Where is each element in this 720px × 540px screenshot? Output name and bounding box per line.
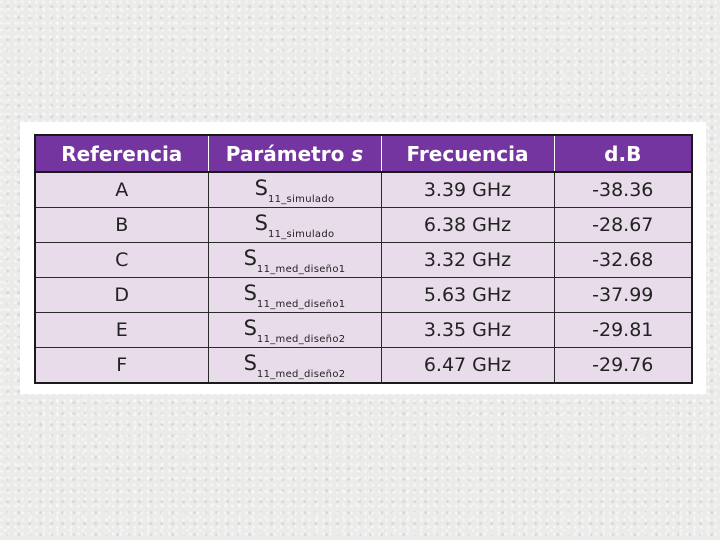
cell-db: -38.36 <box>554 172 692 208</box>
param-base: S <box>243 315 257 340</box>
param-subscript: 11_simulado <box>267 193 335 205</box>
param-subscript: 11_med_diseño1 <box>256 263 346 275</box>
cell-referencia: F <box>35 348 208 384</box>
cell-referencia: A <box>35 172 208 208</box>
cell-frecuencia: 6.47 GHz <box>381 348 554 384</box>
cell-referencia: E <box>35 313 208 348</box>
cell-parametro <box>208 313 381 348</box>
table-row <box>35 208 692 243</box>
param-subscript: 11_simulado <box>267 228 335 240</box>
results-table <box>34 134 693 384</box>
cell-db: -28.67 <box>554 208 692 243</box>
cell-parametro <box>208 208 381 243</box>
table-row <box>35 243 692 278</box>
cell-parametro <box>208 172 381 208</box>
header-referencia: Referencia <box>35 135 208 172</box>
cell-referencia: B <box>35 208 208 243</box>
cell-frecuencia: 5.63 GHz <box>381 278 554 313</box>
table-row <box>35 348 692 384</box>
cell-referencia: D <box>35 278 208 313</box>
header-parametro-symbol: s <box>351 141 364 166</box>
param-base: S <box>243 280 257 305</box>
header-parametro-label: Parámetro s <box>225 141 364 166</box>
param-base: S <box>254 210 268 235</box>
table-header-row <box>35 135 692 172</box>
cell-db: -32.68 <box>554 243 692 278</box>
header-db: d.B <box>554 135 692 172</box>
param-base: S <box>254 175 268 200</box>
cell-db: -29.81 <box>554 313 692 348</box>
param-subscript: 11_med_diseño2 <box>256 368 346 380</box>
table-image-frame <box>20 122 706 394</box>
header-frecuencia: Frecuencia <box>381 135 554 172</box>
cell-frecuencia: 3.35 GHz <box>381 313 554 348</box>
header-parametro <box>208 135 381 172</box>
table-row <box>35 172 692 208</box>
cell-parametro <box>208 278 381 313</box>
cell-parametro <box>208 243 381 278</box>
cell-referencia: C <box>35 243 208 278</box>
table-row <box>35 313 692 348</box>
param-base: S <box>243 245 257 270</box>
cell-frecuencia: 3.32 GHz <box>381 243 554 278</box>
cell-frecuencia: 3.39 GHz <box>381 172 554 208</box>
cell-db: -37.99 <box>554 278 692 313</box>
param-subscript: 11_med_diseño2 <box>256 333 346 345</box>
param-base: S <box>243 350 257 375</box>
param-subscript: 11_med_diseño1 <box>256 298 346 310</box>
table-row <box>35 278 692 313</box>
cell-frecuencia: 6.38 GHz <box>381 208 554 243</box>
cell-db: -29.76 <box>554 348 692 384</box>
cell-parametro <box>208 348 381 384</box>
